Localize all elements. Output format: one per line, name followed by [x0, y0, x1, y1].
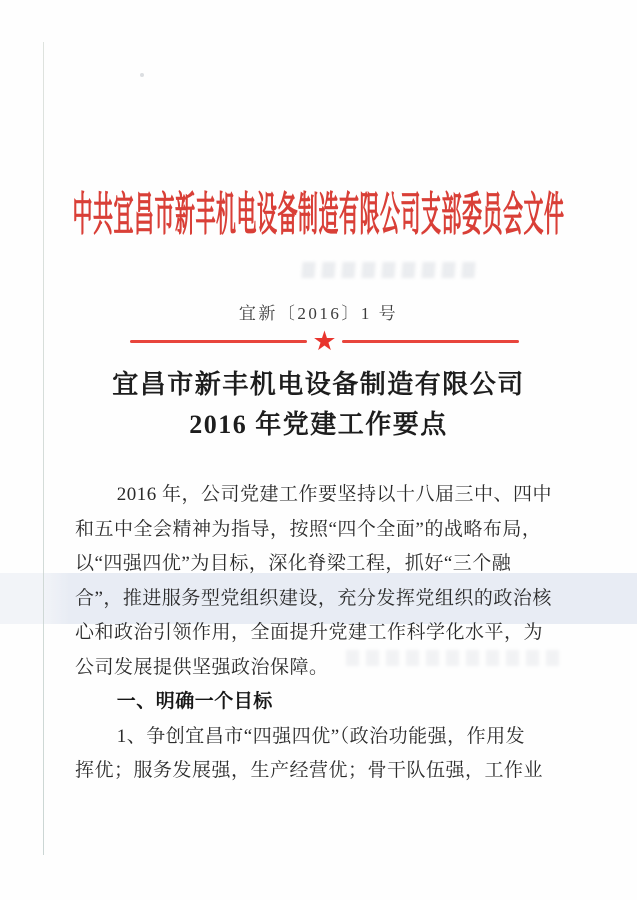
- title-line-2: 2016 年党建工作要点: [189, 410, 448, 439]
- body-line: 心和政治引领作用，全面提升党建工作科学化水平，为: [75, 622, 544, 643]
- divider-line-left: [130, 340, 307, 343]
- title-line-1: 宜昌市新丰机电设备制造有限公司: [112, 370, 525, 399]
- body-line: 和五中全会精神为指导，按照“四个全面”的战略布局，: [75, 518, 542, 540]
- red-letterhead-title: 中共宜昌市新丰机电设备制造有限公司支部委员会文件: [72, 190, 565, 242]
- red-star-icon: ★: [312, 326, 337, 356]
- body-line: 公司发展提供坚强政治保障。: [75, 656, 329, 678]
- body-line: 以“四强四优”为目标，深化脊梁工程，抓好“三个融: [75, 553, 512, 574]
- scan-edge-line: [43, 42, 44, 855]
- bleedthrough-mark-top: [301, 262, 478, 278]
- body-line: 2016 年，公司党建工作要坚持以十八届三中、四中: [116, 484, 553, 505]
- divider-line-right: [342, 340, 519, 343]
- document-title: [0, 365, 637, 445]
- red-divider-rule: [130, 328, 519, 354]
- body-line: 合”，推进服务型党组织建设，充分发挥党组织的政治核: [75, 587, 552, 609]
- section-heading: 一、明确一个目标: [116, 691, 273, 712]
- body-line: 1、争创宜昌市“四强四优”（政治功能强，作用发: [116, 725, 526, 747]
- document-body: [75, 478, 567, 789]
- body-line: 挥优；服务发展强，生产经营优；骨干队伍强，工作业: [75, 760, 544, 781]
- document-number: 宜新〔2016〕1 号: [238, 304, 399, 323]
- scan-speck: [140, 73, 144, 77]
